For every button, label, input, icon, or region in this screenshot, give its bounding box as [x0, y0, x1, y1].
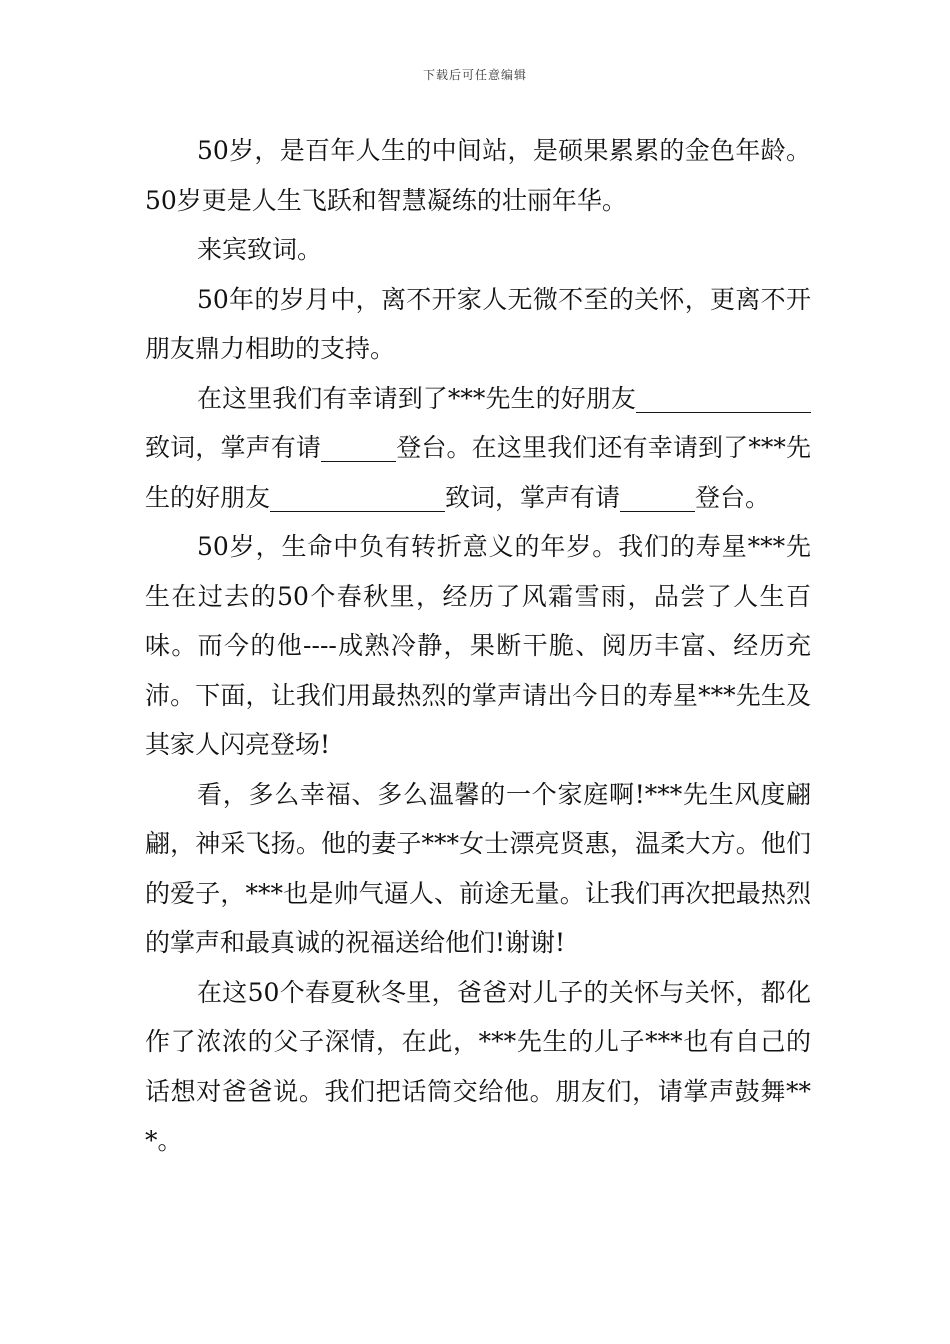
- paragraph-intro: 50岁，是百年人生的中间站，是硕果累累的金色年龄。50岁更是人生飞跃和智慧凝练的壮丽年华。: [145, 136, 811, 215]
- download-editable-note: 下载后可任意编辑: [422, 68, 527, 82]
- document-body: [145, 126, 811, 1166]
- paragraph-friend-speeches: 在这里我们有幸请到了***先生的好朋友______________致词，掌声有请______登台。在这里我们还有幸请到了***先生的好朋友______________致词，掌声有请______登台。: [145, 383, 811, 512]
- paragraph-birthday-star: 50岁，生命中负有转折意义的年岁。我们的寿星***先生在过去的50个春秋里，经历了风霜雪雨，品尝了人生百味。而今的他----成熟冷静，果断干脆、阅历丰富、经历充沛。下面，让我们用最热烈的掌声请出今日的寿星***先生及其家人闪亮登场!: [145, 532, 811, 759]
- paragraph-guest-speech: 来宾致词。: [197, 235, 323, 264]
- paragraph-son-speech: 在这50个春夏秋冬里，爸爸对儿子的关怀与关怀，都化作了浓浓的父子深情，在此，***先生的儿子***也有自己的话想对爸爸说。我们把话筒交给他。朋友们，请掌声鼓舞***。: [145, 977, 811, 1155]
- paragraph-happy-family: 看，多么幸福、多么温馨的一个家庭啊!***先生风度翩翩，神采飞扬。他的妻子***女士漂亮贤惠，温柔大方。他们的爱子，***也是帅气逼人、前途无量。让我们再次把最热烈的掌声和最真诚的祝福送给他们!谢谢!: [145, 779, 811, 957]
- paragraph-family-support: 50年的岁月中，离不开家人无微不至的关怀，更离不开朋友鼎力相助的支持。: [145, 284, 811, 363]
